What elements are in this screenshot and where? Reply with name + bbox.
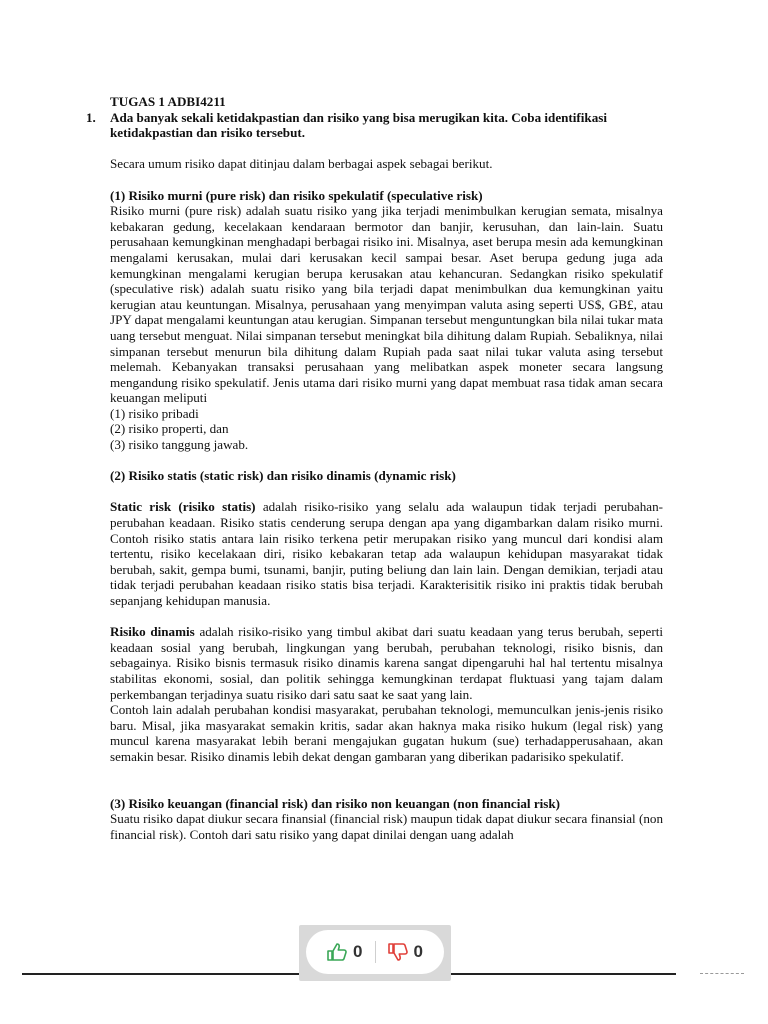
downvote-count: 0 — [413, 942, 423, 961]
list-item: (1) risiko pribadi — [110, 405, 199, 421]
dynamic-risk-text: adalah risiko-risiko yang timbul akibat dari suatu keadaan yang terus berubah, seperti keadaan sosial yang berubah, lingkungan yang berubah, perubahan teknologi, risiko bisnis, dan sebagainya. Risiko bisnis termasuk risiko dinamis karena sangat dipengaruhi hal hal tertentu misalnya stabilitas ekonomi, sosial, dan politik sehingga kemungkinan terdapat fluktuasi yang tajam dalam perkembangan terjadinya suatu risiko dari satu saat ke saat yang lain. — [110, 624, 663, 702]
section-3-paragraph: Suatu risiko dapat diukur secara finansial (financial risk) maupun tidak dapat diukur secara finansial (non financial risk). Contoh dari satu risiko yang dapat dinilai dengan uang adalah — [110, 811, 663, 842]
static-risk-term: Static risk (risiko statis) — [110, 499, 256, 515]
list-item: (2) risiko properti, dan — [110, 421, 229, 437]
thumbs-down-icon — [388, 943, 408, 961]
downvote-button[interactable] — [376, 942, 435, 962]
document-page — [86, 94, 663, 842]
section-1-paragraph: Risiko murni (pure risk) adalah suatu risiko yang jika terjadi menimbulkan kerugian semata, misalnya kebakaran gedung, kecelakaan kendaraan bermotor dan banjir, kerusuhan, dan lain-lain. Suatu perusahaan kemungkinan menghadapi berbagai risiko ini. Misalnya, aset berupa mesin ada kemungkinan mengalami kerusakan, mulai dari kerusakan kecil sampai besar. Aset berupa gedung juga ada kemungkinan mengalami kerugian berupa kerusakan atau kehancuran. Sedangkan risiko spekulatif (speculative risk) adalah suatu risiko yang bila terjadi dapat menimbulkan dua kemungkinan yaitu kerugian atau keuntungan. Misalnya, perusahaan yang menyimpan valuta asing seperti US$, GB£, atau JPY dapat mengalami keuntungan atau kerugian. Simpanan tersebut menguntungkan bila nilai tukar mata uang tersebut menguat. Nilai simpanan tersebut meningkat bila dihitung dalam Rupiah. Sebaliknya, nilai simpanan tersebut menurun bila dihitung dalam Rupiah pada saat nilai tukar valuta asing tersebut melemah. Kebanyakan transaksi perusahaan yang melibatkan aspek moneter secara langsung mengandung risiko spekulatif. Jenis utama dari risiko murni yang dapat membuat rasa tidak aman secara keuangan meliputi — [110, 203, 663, 406]
list-item: (3) risiko tanggung jawab. — [110, 437, 249, 453]
dynamic-risk-paragraph-2: Contoh lain adalah perubahan kondisi masyarakat, perubahan teknologi, memunculkan jenis-jenis risiko baru. Misal, jika masyarakat semakin kritis, sadar akan haknya maka risiko hukum (legal risk) yang muncul karena masyarakat lebih berani mengajukan gugatan hukum (sue) terhadapperusahaan, akan semakin besar. Risiko dinamis lebih dekat dengan gambaran yang diberikan padarisiko spekulatif. — [110, 702, 663, 764]
document-title: TUGAS 1 ADBI4211 — [110, 94, 226, 109]
dynamic-risk-term: Risiko dinamis — [110, 624, 195, 640]
static-risk-text: adalah risiko-risiko yang selalu ada walaupun tidak terjadi perubahan-perubahan keadaan. Risiko statis cenderung serupa dengan apa yang digambarkan dalam risiko murni. Contoh risiko statis antara lain risiko terkena petir merupakan risiko yang muncul dari kondisi alam tertentu, risiko kecelakaan diri, risiko kebakaran tetap ada walaupun kehidupan masyarakat tidak berubah, sakit, gempa bumi, tsunami, banjir, puting beliung dan lain lain. Dengan demikian, terjadi atau tidak terjadi perubahan keadaan risiko statis bisa terjadi. Karakterisitik risiko ini praktis tidak berubah sepanjang kehidupan manusia. — [110, 499, 663, 608]
section-3-heading: (3) Risiko keuangan (financial risk) dan risiko non keuangan (non financial risk) — [110, 795, 561, 811]
intro-paragraph: Secara umum risiko dapat ditinjau dalam berbagai aspek sebagai berikut. — [110, 156, 493, 172]
page-divider-right — [700, 973, 744, 975]
upvote-button[interactable] — [315, 942, 374, 962]
thumbs-up-icon — [327, 943, 347, 961]
vote-widget — [306, 930, 444, 974]
question — [86, 110, 663, 141]
question-number: 1. — [86, 109, 96, 125]
section-2-heading: (2) Risiko statis (static risk) dan risiko dinamis (dynamic risk) — [110, 468, 456, 484]
question-text: Ada banyak sekali ketidakpastian dan risiko yang bisa merugikan kita. Coba identifikasi ketidakpastian dan risiko tersebut. — [110, 109, 607, 141]
section-1-heading: (1) Risiko murni (pure risk) dan risiko spekulatif (speculative risk) — [110, 187, 483, 203]
upvote-count: 0 — [353, 942, 363, 961]
static-risk-paragraph — [110, 499, 663, 608]
dynamic-risk-paragraph — [110, 624, 663, 702]
